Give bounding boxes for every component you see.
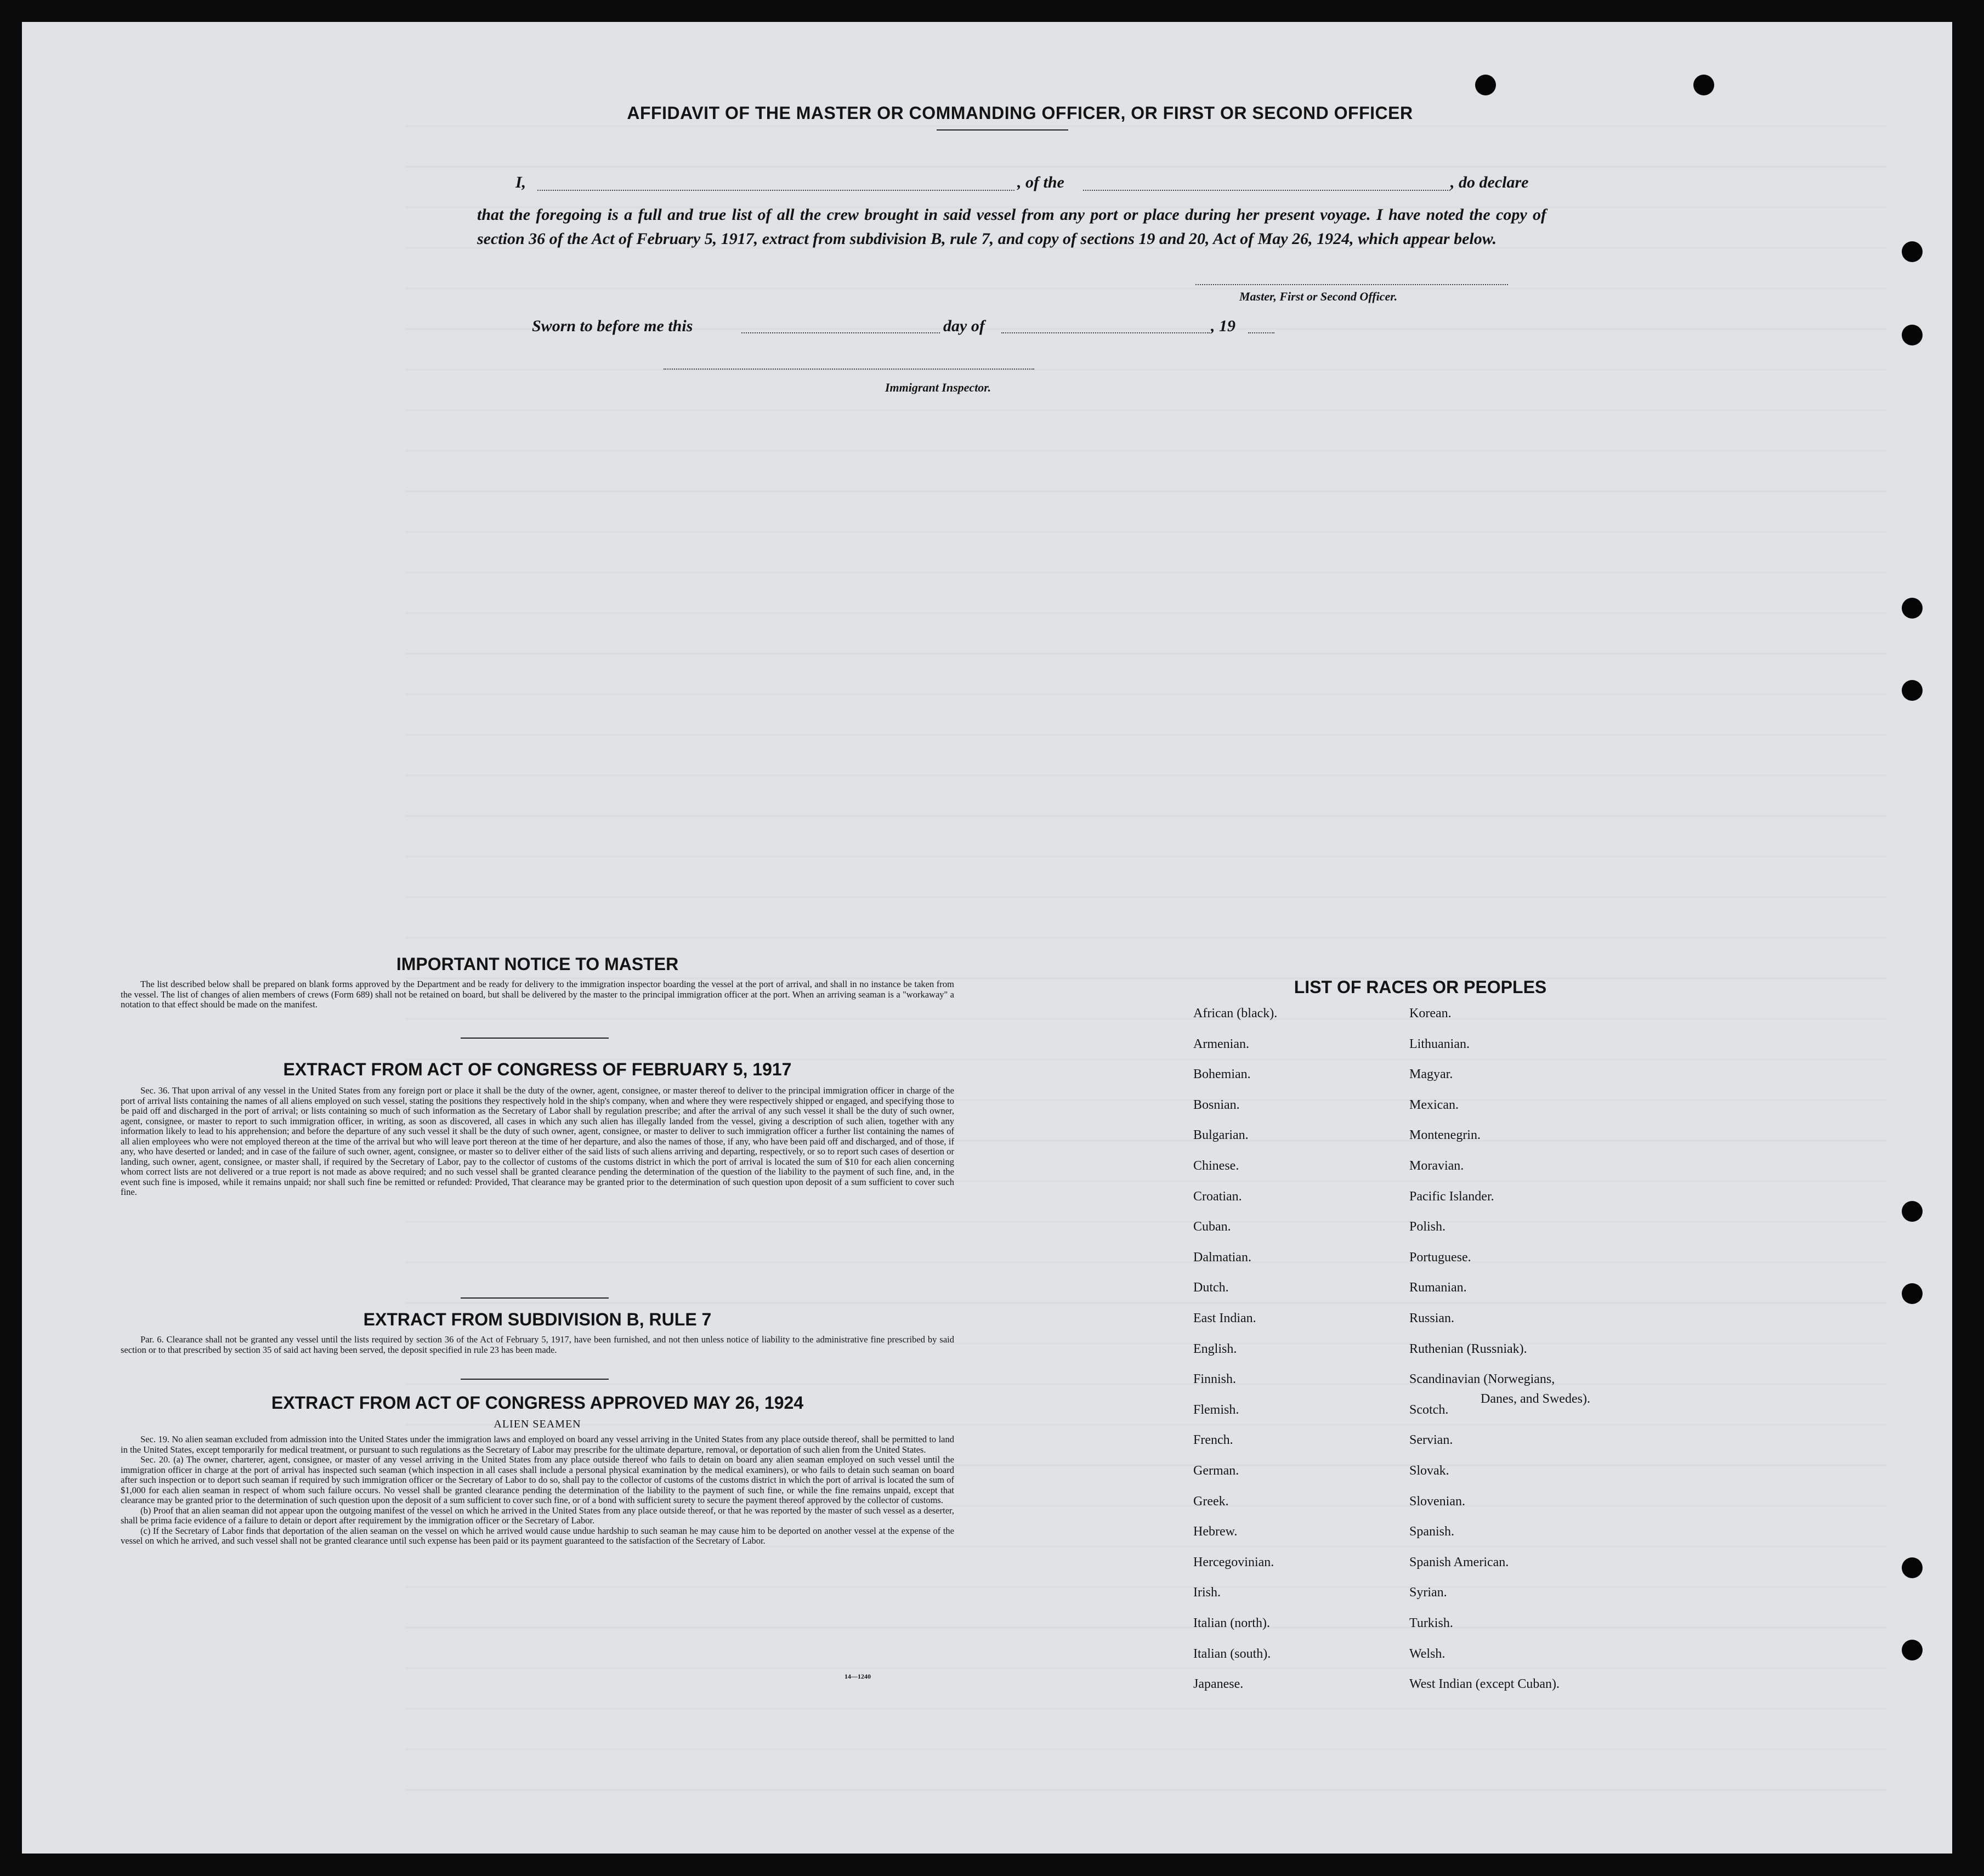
race-item: Montenegrin. [1409,1128,1481,1142]
punch-hole [1902,680,1923,701]
extract-rule7-text [121,1335,954,1355]
punch-hole [1902,1640,1923,1660]
sworn-prefix: Sworn to before me this [532,317,693,335]
signature-label: Master, First or Second Officer. [1239,290,1398,303]
race-item: Bohemian. [1193,1067,1251,1081]
race-item: Greek. [1193,1494,1229,1509]
sworn-month-blank[interactable] [1001,332,1210,333]
race-item: Pacific Islander. [1409,1189,1494,1204]
vessel-blank[interactable] [1083,190,1450,191]
race-item: Bulgarian. [1193,1128,1249,1142]
race-item: African (black). [1193,1006,1278,1021]
race-item: Slovenian. [1409,1494,1465,1509]
race-item: Mexican. [1409,1098,1459,1112]
extract-1917-text [121,1086,954,1198]
race-item: Armenian. [1193,1037,1249,1051]
inspector-label: Immigrant Inspector. [885,381,991,394]
punch-hole [1475,75,1496,95]
signature-blank[interactable] [1195,284,1508,285]
section-divider [461,1379,609,1380]
notice-title: IMPORTANT NOTICE TO MASTER [396,954,679,974]
race-item: Danes, and Swedes). [1481,1392,1590,1406]
race-item: Irish. [1193,1585,1221,1600]
race-item: East Indian. [1193,1311,1256,1325]
punch-hole [1693,75,1714,95]
race-item: Chinese. [1193,1159,1239,1173]
race-item: Spanish. [1409,1524,1455,1539]
race-item: Turkish. [1409,1616,1453,1630]
sworn-year-label: , 19 [1211,317,1235,335]
race-item: Cuban. [1193,1220,1231,1234]
race-item: Portuguese. [1409,1250,1471,1265]
race-item: Moravian. [1409,1159,1464,1173]
punch-hole [1902,598,1923,619]
race-item: Hebrew. [1193,1524,1238,1539]
sec19-paragraph: Sec. 19. No alien seaman excluded from admission into the United States under the immigration laws and employed on board any vessel arriving in the United States from any place outside thereof, shall be permitted to land in the United States, except temporarily for medical treatment, or pursuant to such regulations as the Secretary of Labor may prescribe for the ultimate departure, removal, or deportation of such alien from the United States. [121,1434,954,1455]
race-item: Scotch. [1409,1403,1449,1417]
sec20b-paragraph: (b) Proof that an alien seaman did not appear upon the outgoing manifest of the vessel on which he arrived in the United States from any place outside thereof, or that he was reported by the master of such vessel as a deserter, shall be prima facie evidence of a failure to detain or deport after requirement by the immigration officer or the Secretary of Labor. [121,1505,954,1526]
race-item: Japanese. [1193,1677,1244,1691]
sworn-year-blank[interactable] [1248,332,1274,333]
race-item: Korean. [1409,1006,1452,1021]
race-item: Hercegovinian. [1193,1555,1274,1569]
race-item: Spanish American. [1409,1555,1509,1569]
inspector-signature-blank[interactable] [664,369,1034,370]
punch-hole [1902,241,1923,262]
race-item: Syrian. [1409,1585,1447,1600]
race-item: Bosnian. [1193,1098,1240,1112]
punch-hole [1902,325,1923,345]
section-divider [461,1038,609,1039]
alien-seamen-subtitle: ALIEN SEAMEN [494,1418,581,1430]
race-item: Lithuanian. [1409,1037,1470,1051]
race-item: West Indian (except Cuban). [1409,1677,1560,1691]
race-item: Flemish. [1193,1403,1239,1417]
race-item: Polish. [1409,1220,1446,1234]
race-item: Welsh. [1409,1647,1446,1661]
affidavit-of-the-label: , of the [1017,173,1064,191]
race-item: French. [1193,1433,1233,1447]
extract-1924-title: EXTRACT FROM ACT OF CONGRESS APPROVED MAY 26, 1924 [271,1393,804,1413]
race-item: Italian (north). [1193,1616,1270,1630]
sec20c-paragraph: (c) If the Secretary of Labor finds that deportation of the alien seaman on the vessel on which he arrived would cause undue hardship to such seaman he may cause him to be deported on another vessel at the expense of the vessel on which he arrived, and such vessel shall not be granted clearance until such expense has been paid or its payment guaranteed to the satisfaction of the Secretary of Labor. [121,1525,954,1546]
race-item: Italian (south). [1193,1647,1271,1661]
sworn-day-of-label: day of [943,317,985,335]
race-item: Finnish. [1193,1372,1237,1386]
section-divider [461,1297,609,1299]
title-divider [937,129,1068,131]
affidavit-do-declare-label: , do declare [1450,173,1529,191]
extract-1924-text [121,1435,954,1546]
extract-1917-title: EXTRACT FROM ACT OF CONGRESS OF FEBRUARY 5, 1917 [283,1059,792,1079]
notice-text [121,979,954,1010]
document-page [22,22,1952,1854]
affidavit-title: AFFIDAVIT OF THE MASTER OR COMMANDING OFFICER, OR FIRST OR SECOND OFFICER [627,103,1413,123]
sec36-paragraph: Sec. 36. That upon arrival of any vessel in the United States from any foreign port or place it shall be the duty of the owner, agent, consignee, or master thereof to deliver to the principal immigration officer in charge of the port of arrival lists containing the names of all aliens employed on such vessel, stating the positions they respectively hold in the ship's company, when and where they were respectively shipped or engaged, and specifying those to be paid off and discharged in the port of arrival; or lists containing so much of such information as the Secretary of Labor shall by regulation prescribe; and after the arrival of any such vessel it shall be the duty of such owner, agent, consignee, or master to report to such immigration officer, in writing, as soon as discovered, all cases in which any such alien has illegally landed from the vessel, giving a description of such alien, together with any information likely to lead to his apprehension; and before the departure of any such vessel it shall be the duty of such owner, agent, consignee, or master to deliver to such immigration officer a further list containing the names of all alien employees who were not employed thereon at the time of the arrival but who will leave port thereon at the time of her departure, and also the names of those, if any, who have been paid off and discharged, and of those, if any, who have deserted or landed; and in case of the failure of such owner, agent, consignee, or master so to deliver either of the said lists of such aliens arriving and departing, respectively, or so to report such cases of desertion or landing, such owner, agent, consignee, or master shall, if required by the Secretary of Labor, pay to the collector of customs of the customs district in which the port of arrival is located the sum of $10 for each alien concerning whom correct lists are not delivered or a true report is not made as above required; and no such vessel shall be granted clearance pending the determination of the question of the liability to the payment of such fine, and, in the event such fine is imposed, while it remains unpaid; nor shall such fine be remitted or refunded: Provided, That clearance may be granted prior to the determination of such question upon deposit of a sum sufficient to cover such fine. [121,1085,954,1197]
sec20a-paragraph: Sec. 20. (a) The owner, charterer, agent, consignee, or master of any vessel arriving in the United States from any place outside thereof who fails to detain on board any alien seaman employed on such vessel until the immigration officer in charge at the port of arrival has inspected such seaman (which inspection in all cases shall include a personal physical examination by the medical examiners), or who fails to detain such seaman on board after such inspection or to deport such seaman if required by such immigration officer or the Secretary of Labor to do so, shall pay to the collector of customs of the customs district in which the port of arrival is located the sum of $1,000 for each alien seaman in respect of whom such failure occurs. No vessel shall be granted clearance pending the determination of the liability to the payment of such fine, or while the fine remains unpaid, except that clearance may be granted prior to the determination of such question upon the deposit of a sum sufficient to cover such fine, or of a bond with sufficient surety to secure the payment thereof approved by the collector of customs. [121,1454,954,1505]
race-item: Croatian. [1193,1189,1242,1204]
sworn-date-blank[interactable] [741,332,940,333]
notice-paragraph: The list described below shall be prepared on blank forms approved by the Department and be ready for delivery to the immigration inspector boarding the vessel at the port of arrival, and shall in no instance be taken from the vessel. The list of changes of alien members of crews (Form 689) shall not be retained on board, but shall be delivered by the master to the principal immigration officer at the port. When an arriving seaman is a "workaway" a notation to that effect should be made on the manifest. [121,979,954,1010]
race-item: German. [1193,1464,1239,1478]
punch-hole [1902,1557,1923,1578]
race-item: Magyar. [1409,1067,1453,1081]
extract-rule7-title: EXTRACT FROM SUBDIVISION B, RULE 7 [363,1310,712,1329]
par6-paragraph: Par. 6. Clearance shall not be granted any vessel until the lists required by section 36 of the Act of February 5, 1917, have been furnished, and not then unless notice of liability to the administrative fine prescribed by said section or to that prescribed by section 35 of said act having been served, the deposit specified in rule 23 has been made. [121,1334,954,1355]
race-item: Rumanian. [1409,1280,1467,1295]
race-item: Servian. [1409,1433,1453,1447]
name-blank[interactable] [537,190,1014,191]
affidavit-body: that the foregoing is a full and true list of all the crew brought in said vessel from any port or place during her present voyage. I have noted the copy of section 36 of the Act of February 5, 1917, extract from subdivision B, rule 7, and copy of sections 19 and 20, Act of May 26, 1924, which appear below. [477,206,1546,248]
punch-hole [1902,1201,1923,1222]
races-title: LIST OF RACES OR PEOPLES [1294,977,1547,997]
form-number: 14—1240 [844,1673,871,1680]
race-item: Slovak. [1409,1464,1449,1478]
race-item: English. [1193,1342,1237,1356]
race-item: Dalmatian. [1193,1250,1251,1265]
race-item: Russian. [1409,1311,1455,1325]
race-item: Scandinavian (Norwegians, [1409,1372,1555,1386]
race-item: Ruthenian (Russniak). [1409,1342,1527,1356]
race-item: Dutch. [1193,1280,1229,1295]
punch-hole [1902,1283,1923,1304]
affidavit-i-label: I, [515,173,526,191]
